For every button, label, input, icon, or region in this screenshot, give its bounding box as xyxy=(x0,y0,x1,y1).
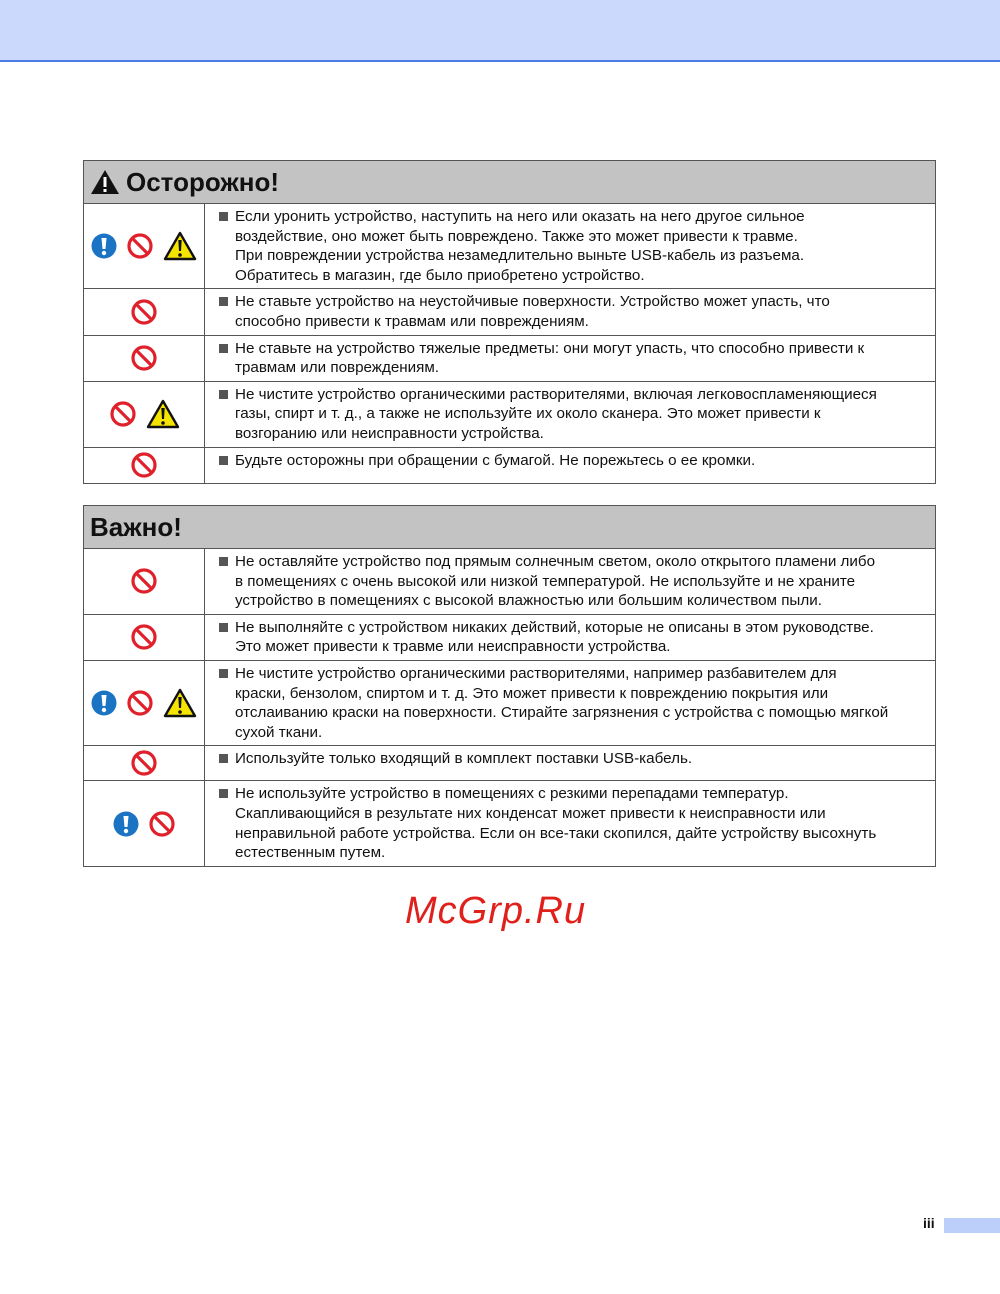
bullet-icon xyxy=(219,754,228,763)
icon-cell xyxy=(84,549,205,614)
text-line: естественным путем. xyxy=(235,844,386,862)
text-line: Скапливающийся в результате них конденсат может привести к неисправности или xyxy=(235,804,826,822)
table-row xyxy=(84,382,935,448)
text-line: Не используйте устройство в помещениях с резкими перепадами температур. xyxy=(235,785,789,803)
prohibited-icon xyxy=(130,344,158,372)
text-line: воздействие, оно может быть повреждено. Также это может привести к травме. xyxy=(235,227,798,245)
row-text xyxy=(205,746,696,780)
row-text xyxy=(205,781,880,865)
table-row xyxy=(84,336,935,382)
warning-icon xyxy=(163,231,197,261)
mandatory-icon xyxy=(91,690,117,716)
row-text xyxy=(205,549,879,614)
icon-cell xyxy=(84,781,205,865)
prohibited-icon xyxy=(130,623,158,651)
row-text xyxy=(205,204,809,288)
text-line: Не чистите устройство органическими растворителями, например разбавителем для xyxy=(235,664,837,682)
prohibited-icon xyxy=(148,810,176,838)
important-table xyxy=(83,505,936,867)
watermark: McGrp.Ru xyxy=(405,890,587,932)
icon-cell xyxy=(84,746,205,780)
table-row xyxy=(84,448,935,483)
text-line: Если уронить устройство, наступить на него или оказать на него другое сильное xyxy=(235,208,805,225)
text-line: Обратитесь в магазин, где было приобретено устройство. xyxy=(235,266,645,284)
warning-icon xyxy=(146,399,180,429)
caution-header xyxy=(84,161,935,204)
row-text xyxy=(205,615,878,660)
table-row xyxy=(84,661,935,746)
text-line: в помещениях с очень высокой или низкой температурой. Не используйте и не храните xyxy=(235,572,856,590)
icon-cell xyxy=(84,289,205,334)
text-line: Не выполняйте с устройством никаких действий, которые не описаны в этом руководстве. xyxy=(235,618,874,636)
text-line: Не ставьте на устройство тяжелые предметы: они могут упасть, что способно привести к xyxy=(235,339,865,357)
table-row xyxy=(84,615,935,661)
bullet-icon xyxy=(219,623,228,632)
text-line: устройство в помещениях с высокой влажностью или большим количеством пыли. xyxy=(235,592,822,610)
prohibited-icon xyxy=(126,232,154,260)
bullet-icon xyxy=(219,789,228,798)
text-line: Это может привести к травме или неисправности устройства. xyxy=(235,638,671,656)
table-row xyxy=(84,204,935,289)
text-line: сухой ткани. xyxy=(235,723,323,741)
bullet-icon xyxy=(219,390,228,399)
row-text xyxy=(205,448,759,483)
caution-table xyxy=(83,160,936,484)
row-text xyxy=(205,289,834,334)
text-line: Будьте осторожны при обращении с бумагой. Не порежьтесь о ее кромки. xyxy=(235,451,756,469)
text-line: неправильной работе устройства. Если он все-таки скопился, дайте устройству высохнуть xyxy=(235,824,877,842)
text-line: газы, спирт и т. д., а также не используйте их около сканера. Это может привести к xyxy=(235,405,821,423)
prohibited-icon xyxy=(130,298,158,326)
bullet-icon xyxy=(219,456,228,465)
row-text xyxy=(205,661,892,745)
icon-cell xyxy=(84,661,205,745)
header-band xyxy=(0,0,1000,62)
text-line: отслаиванию краски на поверхности. Стирайте загрязнения с устройства с помощью мягкой xyxy=(235,704,889,722)
prohibited-icon xyxy=(109,400,137,428)
text-line: краски, бензолом, спиртом и т. д. Это может привести к повреждению покрытия или xyxy=(235,684,829,702)
text-line: Не оставляйте устройство под прямым солнечным светом, около открытого пламени либо xyxy=(235,553,876,570)
bullet-icon xyxy=(219,212,228,221)
warning-icon xyxy=(90,169,120,195)
table-row xyxy=(84,549,935,615)
text-line: Не ставьте устройство на неустойчивые поверхности. Устройство может упасть, что xyxy=(235,293,830,311)
icon-cell xyxy=(84,382,205,447)
table-row xyxy=(84,289,935,335)
text-line: способно привести к травмам или повреждениям. xyxy=(235,312,589,330)
important-header xyxy=(84,506,935,549)
bullet-icon xyxy=(219,297,228,306)
mandatory-icon xyxy=(113,811,139,837)
table-row xyxy=(84,746,935,781)
prohibited-icon xyxy=(126,689,154,717)
text-line: Не чистите устройство органическими растворителями, включая легковоспламеняющиеся xyxy=(235,385,877,403)
bullet-icon xyxy=(219,557,228,566)
page-number: iii xyxy=(923,1215,935,1231)
prohibited-icon xyxy=(130,451,158,479)
prohibited-icon xyxy=(130,749,158,777)
footer-bar xyxy=(944,1218,1000,1233)
mandatory-icon xyxy=(91,233,117,259)
row-text xyxy=(205,382,881,447)
caution-title: Осторожно! xyxy=(126,166,280,197)
text-line: При повреждении устройства незамедлительно выньте USB-кабель из разъема. xyxy=(235,247,805,265)
text-line: возгоранию или неисправности устройства. xyxy=(235,424,544,442)
table-row xyxy=(84,781,935,865)
icon-cell xyxy=(84,204,205,288)
important-title: Важно! xyxy=(90,511,182,542)
icon-cell xyxy=(84,448,205,483)
icon-cell xyxy=(84,615,205,660)
text-line: Используйте только входящий в комплект поставки USB-кабель. xyxy=(235,750,693,768)
icon-cell xyxy=(84,336,205,381)
text-line: травмам или повреждениям. xyxy=(235,359,440,377)
bullet-icon xyxy=(219,344,228,353)
warning-icon xyxy=(163,688,197,718)
prohibited-icon xyxy=(130,567,158,595)
row-text xyxy=(205,336,868,381)
bullet-icon xyxy=(219,669,228,678)
